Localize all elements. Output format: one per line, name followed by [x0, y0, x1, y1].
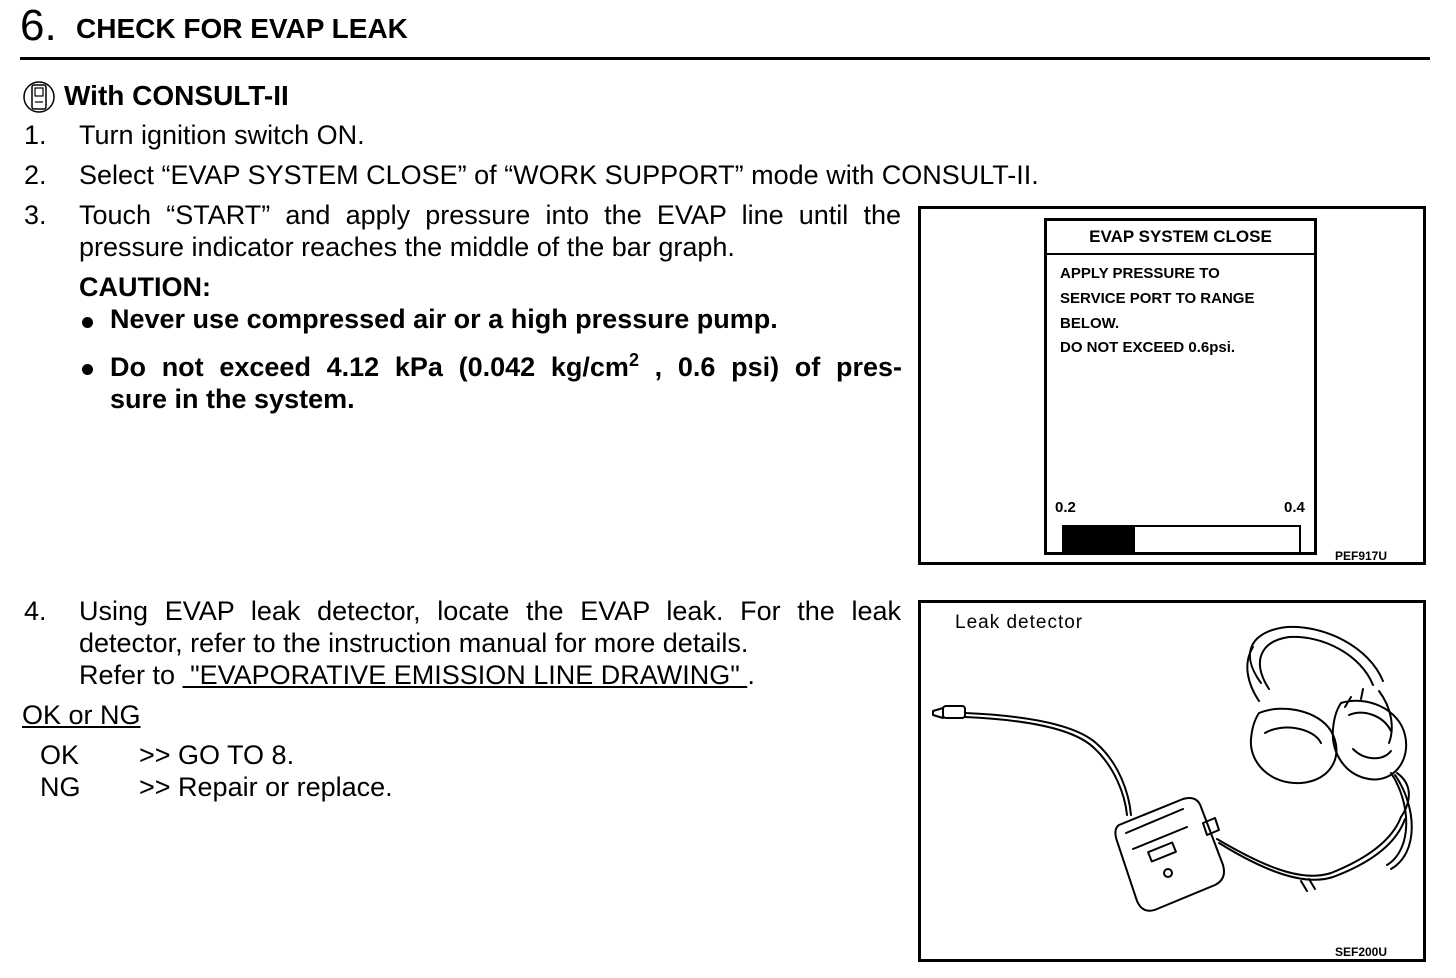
figure-code: SEF200U — [1335, 945, 1388, 959]
header-divider — [20, 57, 1430, 60]
consult-screen — [1044, 218, 1317, 555]
screen-line-3: BELOW. — [1060, 315, 1120, 332]
cable-plug — [933, 708, 943, 718]
leak-detector-figure — [918, 600, 1426, 962]
screen-line-4: DO NOT EXCEED 0.6psi. — [1060, 339, 1236, 356]
ok-or-ng-label: OK or NG — [22, 700, 141, 730]
caution-bullet-2-text-a: Do not exceed 4.12 kPa (0.042 kg/cm — [110, 352, 629, 382]
caution-bullet-2-line-1 — [110, 351, 902, 383]
ok-action: >> GO TO 8. — [139, 740, 295, 770]
bullet-dot — [82, 317, 93, 328]
step-1-number: 1. — [24, 120, 47, 150]
consult-heading: With CONSULT-II — [64, 80, 289, 111]
refer-prefix: Refer to — [79, 660, 176, 690]
bar-graph-high-label: 0.4 — [1284, 499, 1305, 516]
screen-title: EVAP SYSTEM CLOSE — [1089, 227, 1272, 246]
screen-title-bar — [1047, 221, 1314, 255]
refer-suffix: . — [747, 660, 755, 690]
step-number: 6. — [20, 1, 57, 50]
caution-bullet-2-line-2: sure in the system. — [110, 384, 355, 414]
caution-bullet-2-superscript: 2 — [628, 350, 639, 370]
bar-graph-low-label: 0.2 — [1055, 499, 1076, 516]
step-2-number: 2. — [24, 160, 47, 190]
left-ear-cup — [1251, 709, 1337, 783]
refer-line — [79, 659, 755, 691]
step-4-text: Using EVAP leak detector, locate the EVAP leak. For the leak detector, refer to the instruction manual for more details. — [79, 596, 901, 658]
figure-code: PEF917U — [1335, 549, 1388, 563]
evap-line-drawing-link[interactable]: "EVAPORATIVE EMISSION LINE DRAWING" — [182, 660, 748, 690]
right-ear-cup — [1333, 701, 1406, 780]
detector-display — [1148, 842, 1176, 861]
headband — [1250, 627, 1383, 683]
pressure-bar-graph — [1062, 525, 1301, 555]
step-1-text: Turn ignition switch ON. — [79, 120, 365, 150]
step-3-text: Touch “START” and apply pressure into the EVAP line until the pressure indicator reaches the middle of the bar graph. — [79, 200, 901, 262]
caution-label: CAUTION: — [79, 272, 211, 302]
cable — [965, 713, 1131, 815]
caution-bullet-1: Never use compressed air or a high pressure pump. — [110, 304, 778, 334]
headphone-cable — [1217, 817, 1401, 876]
ok-key: OK — [40, 740, 80, 770]
screen-line-1: APPLY PRESSURE TO — [1060, 265, 1220, 282]
detector-knob — [1164, 869, 1172, 877]
step-2-text: Select “EVAP SYSTEM CLOSE” of “WORK SUPPORT” mode with CONSULT-II. — [79, 160, 1039, 190]
caution-bullet-2-text-b: , 0.6 psi) of pres- — [638, 352, 902, 382]
page-title: CHECK FOR EVAP LEAK — [76, 13, 408, 44]
ng-key: NG — [40, 772, 81, 802]
consult-screen-figure — [918, 206, 1426, 565]
leak-detector-illustration — [921, 603, 1423, 959]
bullet-dot — [82, 364, 93, 375]
screen-line-2: SERVICE PORT TO RANGE — [1060, 290, 1255, 307]
leak-detector-label: Leak detector — [955, 612, 1084, 633]
step-3-number: 3. — [24, 200, 47, 230]
step-4-number: 4. — [24, 596, 47, 626]
cable-plug-body — [943, 706, 965, 718]
ng-action: >> Repair or replace. — [139, 772, 393, 802]
consult-tool-icon — [22, 80, 56, 114]
pressure-bar-fill — [1064, 527, 1135, 553]
